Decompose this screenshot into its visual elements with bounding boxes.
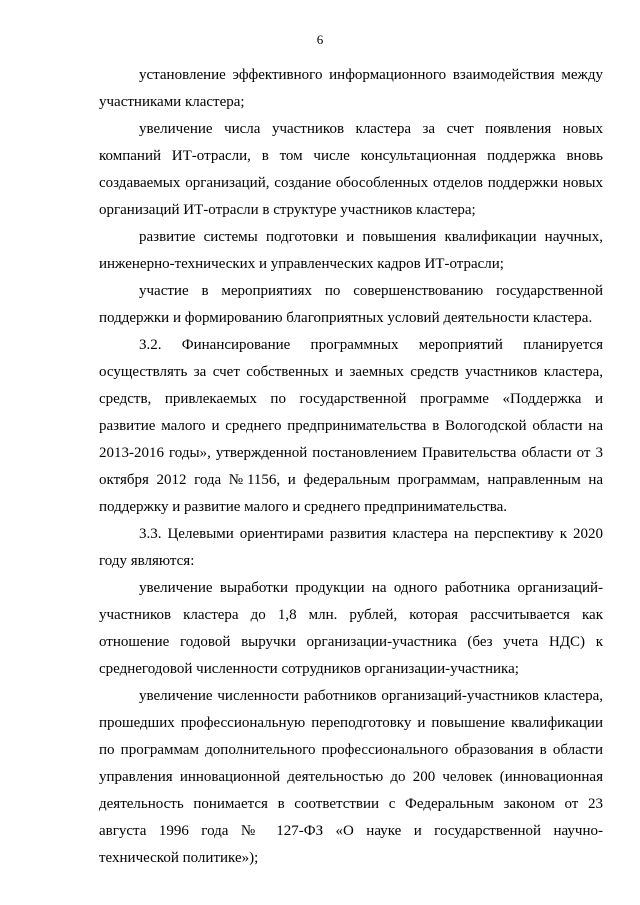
text-line: деятельность понимается в соответствии с Федеральным законом от 23 <box>99 796 603 812</box>
text-line: прошедших профессиональную переподготовку и повышение квалификации <box>99 715 603 731</box>
text-line: поддержку и развитие малого и среднего предпринимательства. <box>99 499 508 515</box>
text-line: инженерно-технических и управленческих кадров ИТ-отрасли; <box>99 256 504 272</box>
paragraph-participants-increase <box>99 116 603 224</box>
paragraph-output-per-worker <box>99 575 603 683</box>
paragraph-state-support <box>99 278 603 332</box>
page-number: 6 <box>316 32 324 47</box>
text-line: 3.2. Финансирование программных мероприятий планируется <box>139 337 603 353</box>
text-line: участников кластера до 1,8 млн. рублей, которая рассчитывается как <box>99 607 603 623</box>
text-line: организаций ИТ-отрасли в структуре участников кластера; <box>99 202 476 218</box>
text-line: управления инновационной деятельностью до 200 человек (инновационная <box>99 769 603 785</box>
text-line: средств, привлекаемых по государственной программе «Поддержка и <box>99 391 603 407</box>
text-line: октября 2012 года №1156, и федеральным программам, направленным на <box>99 472 603 488</box>
paragraph-info-interaction <box>99 62 603 116</box>
text-line: увеличение численности работников организаций-участников кластера, <box>139 688 603 704</box>
paragraph-section-3-3-targets <box>99 521 603 575</box>
text-line: компаний ИТ-отрасли, в том числе консультационная поддержка вновь <box>99 148 603 164</box>
paragraph-section-3-2-financing <box>99 332 603 521</box>
text-line: году являются: <box>99 553 195 569</box>
text-line: создаваемых организаций, создание обособленных отделов поддержки новых <box>99 175 603 191</box>
text-line: по программам дополнительного профессионального образования в области <box>99 742 603 758</box>
text-line: увеличение выработки продукции на одного работника организаций- <box>139 580 603 596</box>
text-line: 3.3. Целевыми ориентирами развития кластера на перспективу к 2020 <box>139 526 603 542</box>
text-line: 2013-2016 годы», утвержденной постановлением Правительства области от 3 <box>99 445 603 461</box>
paragraph-retrained-workers <box>99 683 603 872</box>
text-line: увеличение числа участников кластера за счет появления новых <box>139 121 603 137</box>
document-body <box>99 62 603 872</box>
text-line: развитие системы подготовки и повышения квалификации научных, <box>139 229 603 245</box>
text-line: установление эффективного информационного взаимодействия между <box>139 67 603 83</box>
text-line: участниками кластера; <box>99 94 245 110</box>
text-line: поддержки и формированию благоприятных условий деятельности кластера. <box>99 310 593 326</box>
text-line: среднегодовой численности сотрудников организации-участника; <box>99 661 519 677</box>
text-line: августа 1996 года № 127-ФЗ «О науке и государственной научно- <box>99 823 603 839</box>
text-line: отношение годовой выручки организации-участника (без учета НДС) к <box>99 634 603 650</box>
text-line: развитие малого и среднего предпринимательства в Вологодской области на <box>99 418 603 434</box>
paragraph-training-system <box>99 224 603 278</box>
text-line: осуществлять за счет собственных и заемных средств участников кластера, <box>99 364 603 380</box>
text-line: технической политике»); <box>99 850 259 866</box>
text-line: участие в мероприятиях по совершенствованию государственной <box>139 283 603 299</box>
